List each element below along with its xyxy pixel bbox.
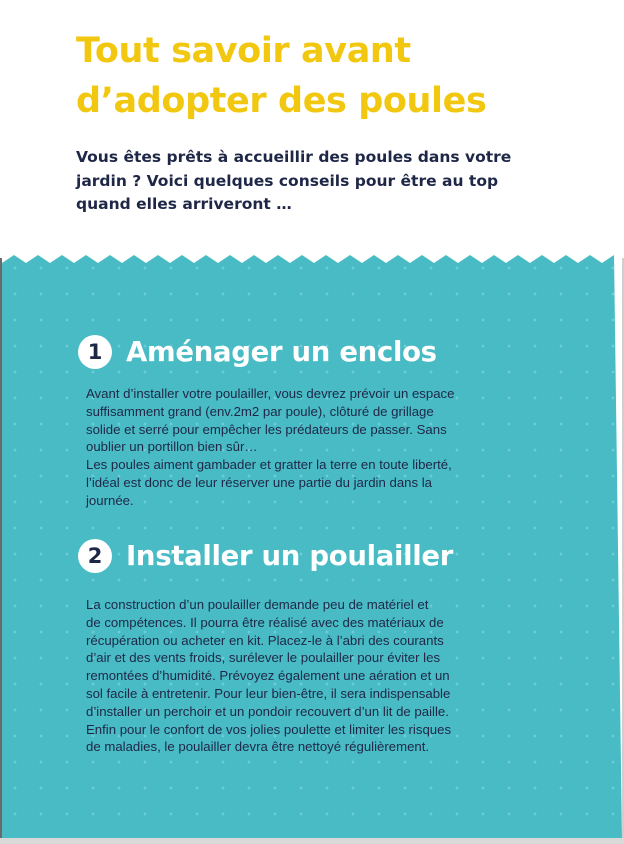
section-number-badge: 2 <box>78 539 112 573</box>
body-line: d’installer un perchoir et un pondoir recouvert d’un lit de paille. <box>86 703 449 719</box>
section-heading-enclos <box>78 333 437 371</box>
body-line: Les poules aiment gambader et gratter la terre en toute liberté, <box>86 457 452 473</box>
body-line: récupération ou acheter en kit. Placez-le à l’abri des courants <box>86 632 444 648</box>
section-title: Installer un poulailler <box>126 540 453 572</box>
section-title: Aménager un enclos <box>126 336 437 368</box>
body-line: l’idéal est donc de leur réserver une partie du jardin dans la <box>86 474 433 490</box>
body-line: d’air et des vents froids, surélever le poulailler pour éviter les <box>86 650 441 666</box>
intro-line: Vous êtes prêts à accueillir des poules dans votre <box>76 148 512 166</box>
body-line: La construction d’un poulailler demande peu de matériel et <box>86 597 429 612</box>
header <box>0 0 624 258</box>
body-line: Enfin pour le confort de vos jolies poulette et limiter les risques <box>86 721 452 737</box>
body-line: remontées d’humidité. Prévoyez également une aération et un <box>86 668 450 684</box>
body-line: suffisamment grand (env.2m2 par poule), clôturé de grillage <box>86 403 434 419</box>
section-heading-poulailler <box>78 537 453 575</box>
page-title-line: Tout savoir avant <box>76 31 411 71</box>
intro-line: quand elles arriveront … <box>76 195 292 213</box>
body-line: sol facile à entretenir. Pour leur bien-être, il sera indispensable <box>86 685 451 701</box>
section-body-poulailler <box>86 596 544 756</box>
intro-text <box>76 146 576 217</box>
page-bottom-border <box>0 838 624 844</box>
body-line: oublier un portillon bien sûr… <box>86 439 258 455</box>
intro-line: jardin ? Voici quelques conseils pour être au top <box>76 171 499 190</box>
body-line: Avant d’installer votre poulailler, vous devrez prévoir un espace <box>86 386 455 401</box>
section-number-badge: 1 <box>78 335 112 369</box>
body-line: de maladies, le poulailler devra être nettoyé régulièrement. <box>86 739 430 755</box>
body-line: solide et serré pour empêcher les prédateurs de passer. Sans <box>86 421 447 437</box>
teal-content-panel <box>2 255 622 840</box>
body-line: journée. <box>86 492 134 508</box>
body-line: de compétences. Il pourra être réalisé avec des matériaux de <box>86 614 444 630</box>
section-body-enclos <box>86 385 544 510</box>
page-title <box>76 26 596 126</box>
page-title-line: d’adopter des poules <box>76 81 487 121</box>
